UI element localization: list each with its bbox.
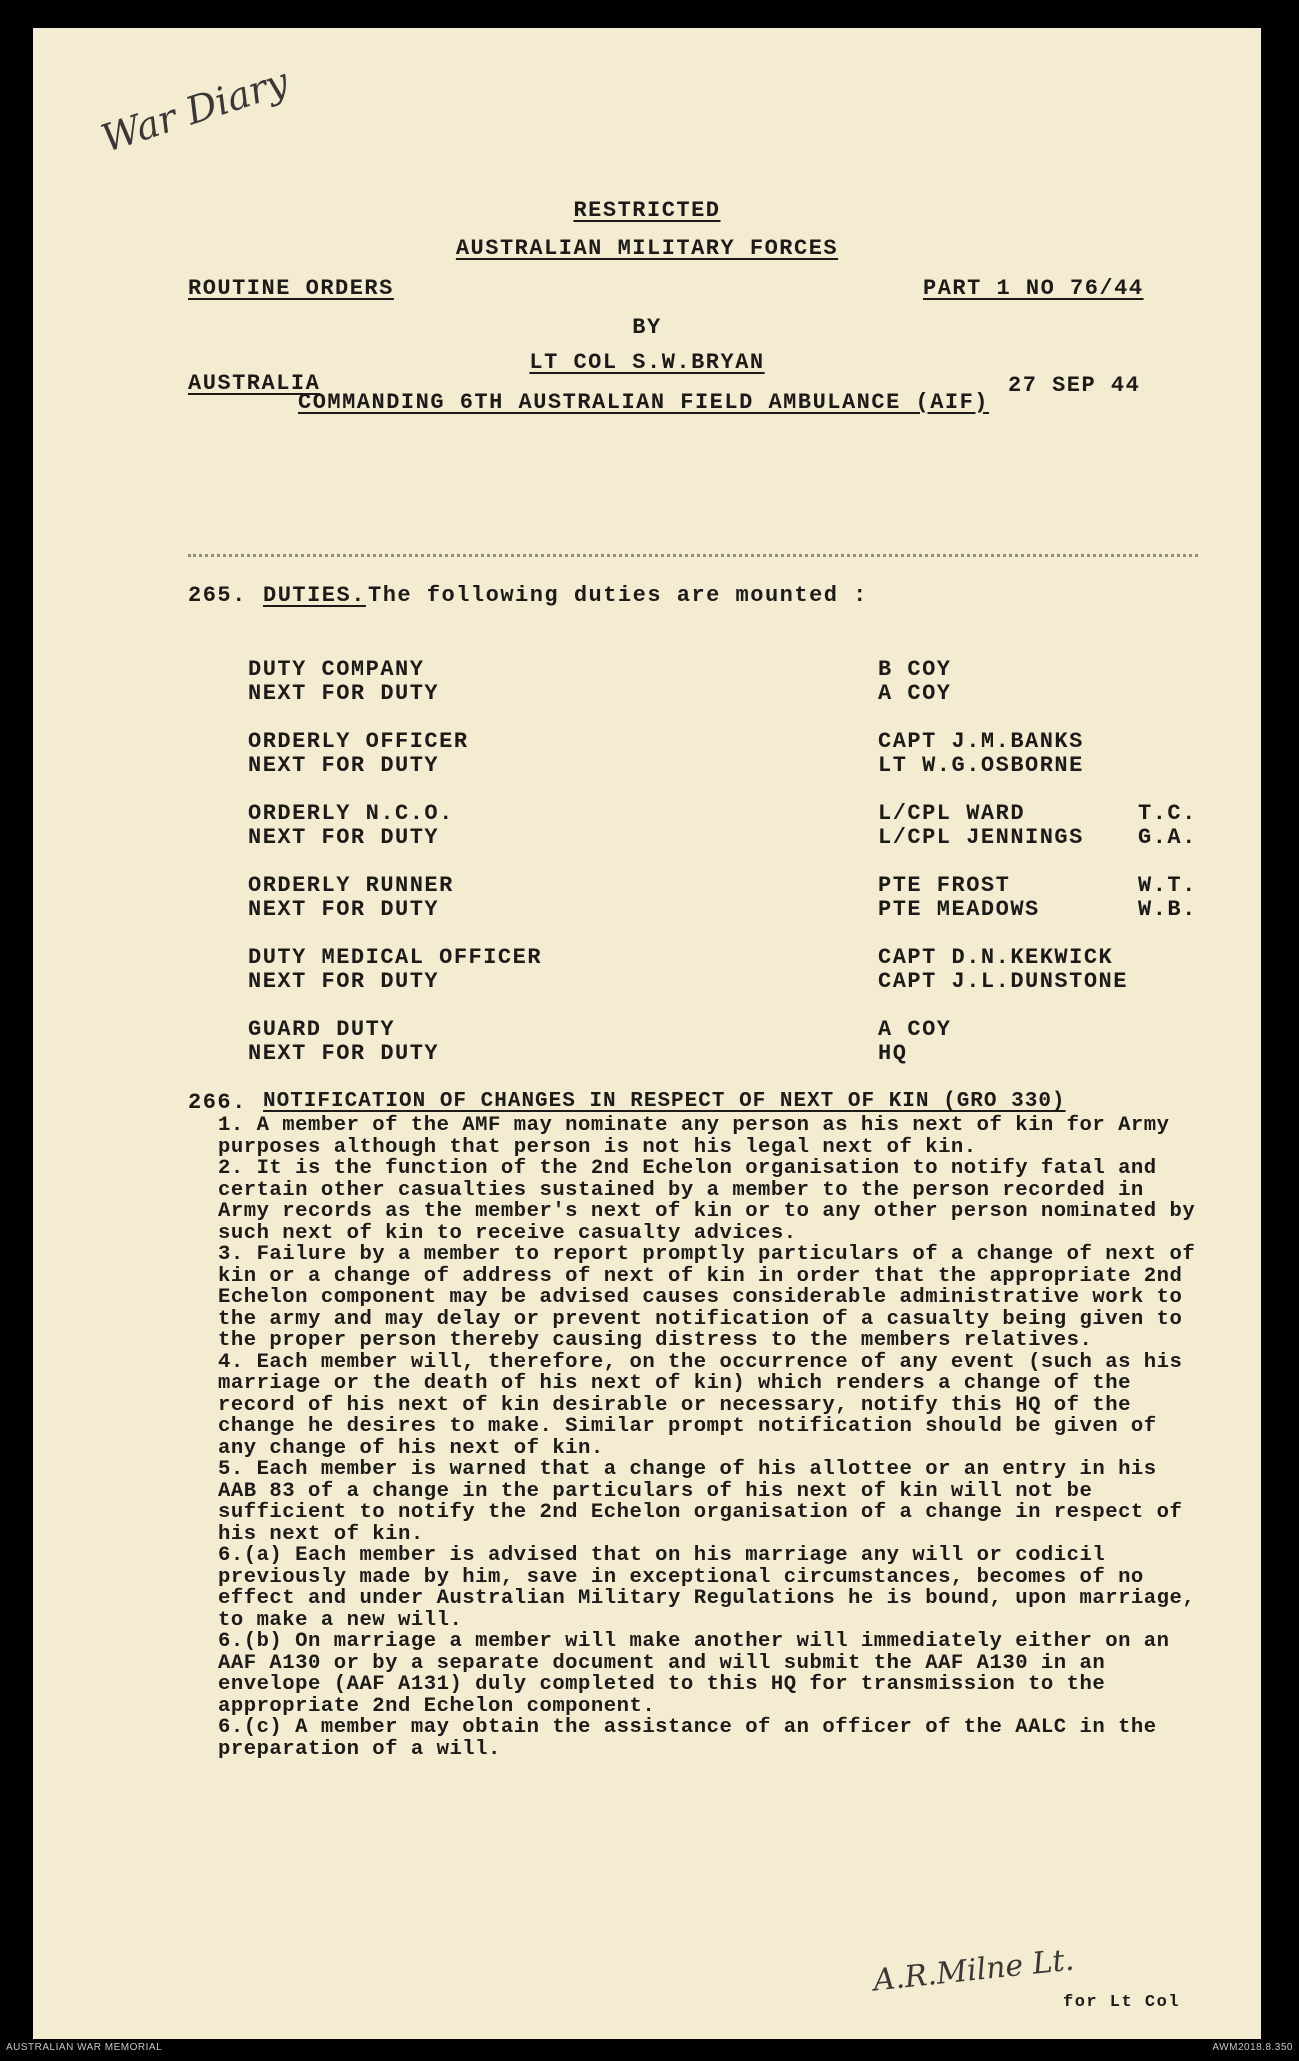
duty-assigned: B COY [878, 657, 952, 682]
signature-title: for Lt Col [1063, 1993, 1181, 2012]
duty-role: DUTY MEDICAL OFFICER [248, 945, 543, 970]
duties-roster [248, 658, 1208, 1090]
duty-role: DUTY COMPANY [248, 657, 425, 682]
duty-row [248, 946, 1208, 1018]
section-265-number: 265. [188, 583, 247, 608]
duty-assigned: CAPT D.N.KEKWICK [878, 945, 1114, 970]
duty-next-label: NEXT FOR DUTY [248, 681, 440, 706]
org-heading: AUSTRALIAN MILITARY FORCES [455, 236, 839, 261]
duty-row [248, 730, 1208, 802]
paragraph: 6.(b) On marriage a member will make another will immediately either on an AAF A130 or by a separate document and will submit the AAF A130 in an envelope (AAF A131) duly completed to this HQ for transmission to the appropriate 2nd Echelon component. [218, 1630, 1170, 1718]
duty-initials: T.C. [1138, 801, 1197, 826]
footer-reference: AWM2018.8.350 [1212, 2042, 1293, 2053]
duty-initials: W.T. [1138, 873, 1197, 898]
duty-next-initials: W.B. [1138, 897, 1197, 922]
duty-next-label: NEXT FOR DUTY [248, 1041, 440, 1066]
section-266-heading: NOTIFICATION OF CHANGES IN RESPECT OF NEXT OF KIN (GRO 330) [263, 1090, 1066, 1113]
paragraph: 6.(a) Each member is advised that on his marriage any will or codicil previously made by him, save in exceptional circumstances, becomes of no effect and under Australian Military Regulations he is bound, upon marriage, to make a new will. [218, 1544, 1196, 1632]
document-page [33, 28, 1261, 2039]
footer-credit: AUSTRALIAN WAR MEMORIAL [6, 2042, 163, 2053]
section-266-number: 266. [188, 1090, 247, 1115]
doc-type: ROUTINE ORDERS [188, 276, 394, 301]
commander-name: LT COL S.W.BRYAN [529, 350, 765, 375]
duty-row [248, 658, 1208, 730]
order-date: 27 SEP 44 [1008, 373, 1141, 398]
paragraph: 2. It is the function of the 2nd Echelon organisation to notify fatal and certain other casualties sustained by a member to the person recorded in Army records as the member's next of kin or to any other person nominated by such next of kin to receive casualty advices. [218, 1157, 1196, 1245]
paragraph: 3. Failure by a member to report promptly particulars of a change of next of kin or a change of address of next of kin in order that the appropriate 2nd Echelon component may be advised causes considerable administrative work to the army and may delay or prevent notification of a casualty being given to the proper person thereby causing distress to the members relatives. [218, 1243, 1196, 1352]
by-label: BY [632, 315, 662, 340]
signature: A.R.Milne Lt. [871, 1942, 1076, 1999]
section-265-heading: DUTIES. [263, 583, 366, 608]
duty-role: ORDERLY OFFICER [248, 729, 469, 754]
duty-assigned: CAPT J.M.BANKS [878, 729, 1084, 754]
duty-role: ORDERLY N.C.O. [248, 801, 454, 826]
duty-role: ORDERLY RUNNER [248, 873, 454, 898]
duty-next-assigned: CAPT J.L.DUNSTONE [878, 969, 1128, 994]
duty-next-assigned: LT W.G.OSBORNE [878, 753, 1084, 778]
duty-assigned: L/CPL WARD [878, 801, 1026, 826]
duty-next-label: NEXT FOR DUTY [248, 825, 440, 850]
classification-heading: RESTRICTED [573, 198, 721, 223]
paragraph: 4. Each member will, therefore, on the occurrence of any event (such as his marriage or the death of his next of kin) which renders a change of the record of his next of kin desirable or necessary, notify this HQ of the change he desires to make. Similar prompt notification should be given of any change of his next of kin. [218, 1350, 1183, 1460]
duty-row [248, 802, 1208, 874]
duty-next-assigned: L/CPL JENNINGS [878, 825, 1084, 850]
paragraph: 5. Each member is warned that a change of his allottee or an entry in his AAB 83 of a change in the particulars of his next of kin will not be sufficient to notify the 2nd Echelon organisation of a change in respect of his next of kin. [218, 1458, 1183, 1546]
duty-next-label: NEXT FOR DUTY [248, 969, 440, 994]
duty-row [248, 874, 1208, 946]
duty-next-assigned: HQ [878, 1041, 908, 1066]
duty-next-assigned: A COY [878, 681, 952, 706]
location: AUSTRALIA [188, 371, 321, 396]
duty-assigned: A COY [878, 1017, 952, 1042]
duty-assigned: PTE FROST [878, 873, 1011, 898]
duty-next-label: NEXT FOR DUTY [248, 753, 440, 778]
duty-role: GUARD DUTY [248, 1017, 396, 1042]
paragraph: 6.(c) A member may obtain the assistance of an officer of the AALC in the preparation of a will. [218, 1716, 1157, 1761]
war-diary-annotation: War Diary [95, 59, 294, 161]
duty-next-initials: G.A. [1138, 825, 1197, 850]
header-divider [188, 548, 1198, 557]
duty-next-assigned: PTE MEADOWS [878, 897, 1040, 922]
section-266-body [218, 1115, 1208, 1760]
section-265-intro: The following duties are mounted : [368, 583, 868, 608]
part-number: PART 1 NO 76/44 [923, 276, 1144, 301]
command-line: COMMANDING 6TH AUSTRALIAN FIELD AMBULANCE (AIF) [298, 390, 990, 415]
duty-next-label: NEXT FOR DUTY [248, 897, 440, 922]
paragraph: 1. A member of the AMF may nominate any person as his next of kin for Army purposes although that person is not his legal next of kin. [218, 1114, 1170, 1159]
duty-row [248, 1018, 1208, 1090]
